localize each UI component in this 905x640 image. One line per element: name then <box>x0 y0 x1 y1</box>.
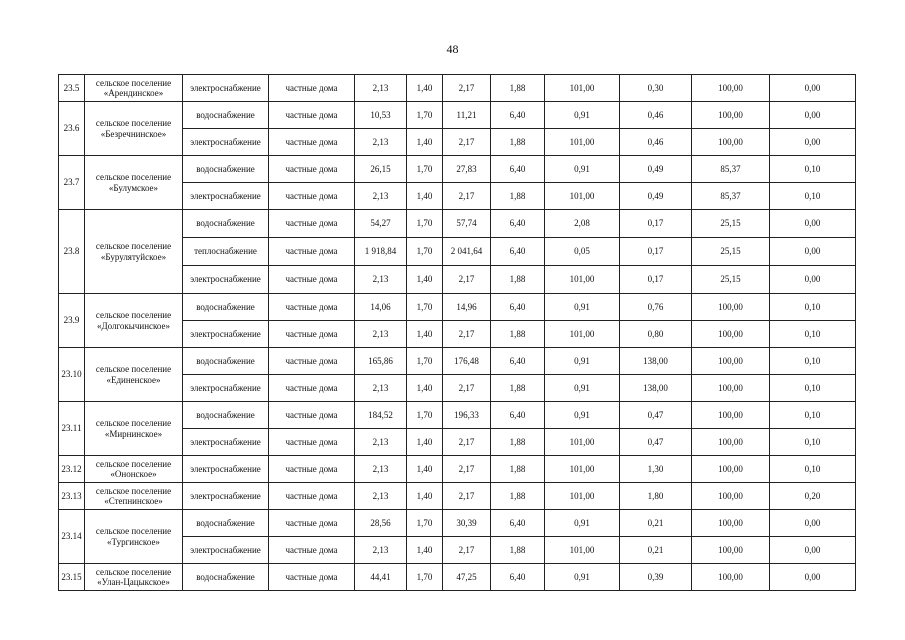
value-cell-2: 1,70 <box>407 348 443 375</box>
value-cell-7: 100,00 <box>692 537 770 564</box>
settlement-name-cell <box>85 510 183 564</box>
resource-type-cell: электроснабжение <box>183 483 269 510</box>
value-cell-3: 2,17 <box>443 183 491 210</box>
resource-type-cell: водоснабжение <box>183 294 269 321</box>
settlement-name-line2: «Бурулятуйское» <box>100 251 167 262</box>
value-cell-4: 1,88 <box>491 429 545 456</box>
housing-category-cell: частные дома <box>269 483 355 510</box>
row-number-cell: 23.5 <box>59 75 85 102</box>
table-row <box>59 75 856 102</box>
housing-category-cell: частные дома <box>269 266 355 294</box>
value-cell-2: 1,40 <box>407 429 443 456</box>
value-cell-1: 28,56 <box>355 510 407 537</box>
value-cell-1: 2,13 <box>355 429 407 456</box>
row-number-cell: 23.10 <box>59 348 85 402</box>
value-cell-1: 2,13 <box>355 321 407 348</box>
settlement-name-line2: «Мирнинское» <box>104 428 163 439</box>
value-cell-4: 6,40 <box>491 294 545 321</box>
value-cell-5: 101,00 <box>545 183 620 210</box>
value-cell-7: 85,37 <box>692 183 770 210</box>
value-cell-7: 100,00 <box>692 294 770 321</box>
table-row <box>59 348 856 375</box>
value-cell-4: 6,40 <box>491 564 545 591</box>
table-row <box>59 294 856 321</box>
value-cell-2: 1,40 <box>407 129 443 156</box>
value-cell-3: 176,48 <box>443 348 491 375</box>
value-cell-5: 101,00 <box>545 456 620 483</box>
table-row <box>59 402 856 429</box>
value-cell-6: 0,76 <box>620 294 692 321</box>
value-cell-4: 1,88 <box>491 537 545 564</box>
settlement-name-line1: сельское поселение <box>95 172 172 183</box>
housing-category-cell: частные дома <box>269 348 355 375</box>
settlement-name-line2: «Арендинское» <box>103 88 164 98</box>
value-cell-7: 25,15 <box>692 210 770 238</box>
value-cell-5: 101,00 <box>545 266 620 294</box>
value-cell-5: 0,91 <box>545 564 620 591</box>
settlement-name-line1: сельское поселение <box>95 485 172 496</box>
value-cell-6: 0,46 <box>620 102 692 129</box>
value-cell-5: 0,91 <box>545 402 620 429</box>
settlement-name-line2: «Улан-Цацыкское» <box>97 577 170 587</box>
value-cell-6: 0,49 <box>620 156 692 183</box>
value-cell-8: 0,10 <box>770 429 856 456</box>
value-cell-4: 1,88 <box>491 456 545 483</box>
value-cell-5: 0,91 <box>545 375 620 402</box>
value-cell-1: 14,06 <box>355 294 407 321</box>
value-cell-5: 0,91 <box>545 102 620 129</box>
settlement-name-cell <box>85 75 183 102</box>
value-cell-6: 0,17 <box>620 266 692 294</box>
value-cell-3: 2,17 <box>443 129 491 156</box>
value-cell-5: 0,05 <box>545 238 620 266</box>
value-cell-8: 0,00 <box>770 564 856 591</box>
housing-category-cell: частные дома <box>269 156 355 183</box>
value-cell-7: 100,00 <box>692 483 770 510</box>
value-cell-5: 0,91 <box>545 510 620 537</box>
value-cell-3: 2,17 <box>443 266 491 294</box>
value-cell-7: 100,00 <box>692 348 770 375</box>
value-cell-8: 0,00 <box>770 537 856 564</box>
resource-type-cell: водоснабжение <box>183 402 269 429</box>
table-body <box>59 75 856 591</box>
value-cell-2: 1,40 <box>407 75 443 102</box>
settlement-name-line1: сельское поселение <box>95 526 172 537</box>
value-cell-4: 6,40 <box>491 102 545 129</box>
value-cell-7: 100,00 <box>692 456 770 483</box>
resource-type-cell: электроснабжение <box>183 266 269 294</box>
value-cell-6: 138,00 <box>620 348 692 375</box>
settlement-name-line2: «Долгокычинское» <box>96 320 171 331</box>
value-cell-4: 1,88 <box>491 183 545 210</box>
resource-type-cell: водоснабжение <box>183 156 269 183</box>
table-row <box>59 564 856 591</box>
value-cell-6: 138,00 <box>620 375 692 402</box>
value-cell-8: 0,10 <box>770 402 856 429</box>
value-cell-7: 100,00 <box>692 129 770 156</box>
value-cell-8: 0,10 <box>770 348 856 375</box>
value-cell-5: 101,00 <box>545 75 620 102</box>
row-number-cell: 23.6 <box>59 102 85 156</box>
settlement-name-cell <box>85 402 183 456</box>
value-cell-3: 2,17 <box>443 429 491 456</box>
resource-type-cell: электроснабжение <box>183 429 269 456</box>
value-cell-1: 2,13 <box>355 75 407 102</box>
housing-category-cell: частные дома <box>269 429 355 456</box>
value-cell-3: 2,17 <box>443 537 491 564</box>
settlement-name-line1: сельское поселение <box>95 77 172 88</box>
value-cell-2: 1,40 <box>407 321 443 348</box>
row-number-cell: 23.15 <box>59 564 85 591</box>
resource-type-cell: электроснабжение <box>183 183 269 210</box>
value-cell-4: 1,88 <box>491 129 545 156</box>
value-cell-6: 1,80 <box>620 483 692 510</box>
value-cell-4: 6,40 <box>491 402 545 429</box>
row-number-cell: 23.12 <box>59 456 85 483</box>
value-cell-4: 6,40 <box>491 510 545 537</box>
value-cell-3: 14,96 <box>443 294 491 321</box>
settlement-name-line2: «Булумское» <box>108 182 159 193</box>
value-cell-2: 1,70 <box>407 510 443 537</box>
value-cell-1: 184,52 <box>355 402 407 429</box>
row-number-cell: 23.14 <box>59 510 85 564</box>
value-cell-5: 0,91 <box>545 294 620 321</box>
housing-category-cell: частные дома <box>269 238 355 266</box>
value-cell-1: 2,13 <box>355 456 407 483</box>
value-cell-6: 0,47 <box>620 402 692 429</box>
value-cell-2: 1,40 <box>407 537 443 564</box>
value-cell-4: 6,40 <box>491 238 545 266</box>
settlement-name-line2: «Единенское» <box>106 374 161 385</box>
value-cell-4: 6,40 <box>491 156 545 183</box>
row-number-cell: 23.11 <box>59 402 85 456</box>
settlement-name-line1: сельское поселение <box>95 458 172 469</box>
housing-category-cell: частные дома <box>269 564 355 591</box>
housing-category-cell: частные дома <box>269 510 355 537</box>
table-row <box>59 456 856 483</box>
value-cell-8: 0,00 <box>770 75 856 102</box>
value-cell-4: 6,40 <box>491 348 545 375</box>
value-cell-7: 100,00 <box>692 402 770 429</box>
value-cell-4: 6,40 <box>491 210 545 238</box>
value-cell-1: 54,27 <box>355 210 407 238</box>
value-cell-2: 1,70 <box>407 564 443 591</box>
housing-category-cell: частные дома <box>269 102 355 129</box>
value-cell-2: 1,40 <box>407 456 443 483</box>
value-cell-2: 1,40 <box>407 483 443 510</box>
resource-type-cell: электроснабжение <box>183 321 269 348</box>
value-cell-5: 101,00 <box>545 537 620 564</box>
table-row <box>59 102 856 129</box>
value-cell-4: 1,88 <box>491 375 545 402</box>
tariff-table <box>58 74 856 591</box>
value-cell-6: 0,49 <box>620 183 692 210</box>
resource-type-cell: электроснабжение <box>183 537 269 564</box>
row-number-cell: 23.13 <box>59 483 85 510</box>
settlement-name-line1: сельское поселение <box>95 310 172 321</box>
value-cell-1: 1 918,84 <box>355 238 407 266</box>
value-cell-8: 0,10 <box>770 321 856 348</box>
value-cell-3: 47,25 <box>443 564 491 591</box>
value-cell-8: 0,10 <box>770 456 856 483</box>
value-cell-3: 2 041,64 <box>443 238 491 266</box>
value-cell-6: 0,39 <box>620 564 692 591</box>
value-cell-7: 100,00 <box>692 321 770 348</box>
value-cell-2: 1,40 <box>407 183 443 210</box>
value-cell-5: 101,00 <box>545 321 620 348</box>
resource-type-cell: водоснабжение <box>183 102 269 129</box>
value-cell-3: 2,17 <box>443 75 491 102</box>
resource-type-cell: электроснабжение <box>183 75 269 102</box>
value-cell-7: 25,15 <box>692 266 770 294</box>
value-cell-1: 165,86 <box>355 348 407 375</box>
settlement-name-line2: «Ононское» <box>110 469 157 479</box>
value-cell-7: 100,00 <box>692 510 770 537</box>
value-cell-1: 2,13 <box>355 537 407 564</box>
value-cell-3: 57,74 <box>443 210 491 238</box>
value-cell-2: 1,70 <box>407 156 443 183</box>
value-cell-2: 1,70 <box>407 402 443 429</box>
row-number-cell: 23.7 <box>59 156 85 210</box>
value-cell-1: 44,41 <box>355 564 407 591</box>
value-cell-5: 2,08 <box>545 210 620 238</box>
value-cell-2: 1,70 <box>407 210 443 238</box>
value-cell-8: 0,20 <box>770 483 856 510</box>
resource-type-cell: электроснабжение <box>183 375 269 402</box>
value-cell-7: 100,00 <box>692 564 770 591</box>
value-cell-6: 0,21 <box>620 537 692 564</box>
value-cell-4: 1,88 <box>491 483 545 510</box>
value-cell-4: 1,88 <box>491 321 545 348</box>
settlement-name-cell <box>85 456 183 483</box>
value-cell-3: 30,39 <box>443 510 491 537</box>
value-cell-8: 0,10 <box>770 183 856 210</box>
housing-category-cell: частные дома <box>269 294 355 321</box>
value-cell-5: 0,91 <box>545 156 620 183</box>
value-cell-8: 0,10 <box>770 375 856 402</box>
value-cell-3: 196,33 <box>443 402 491 429</box>
value-cell-8: 0,10 <box>770 156 856 183</box>
settlement-name-cell <box>85 294 183 348</box>
row-number-cell: 23.9 <box>59 294 85 348</box>
value-cell-3: 11,21 <box>443 102 491 129</box>
table-row <box>59 483 856 510</box>
resource-type-cell: электроснабжение <box>183 129 269 156</box>
value-cell-8: 0,10 <box>770 294 856 321</box>
value-cell-6: 0,47 <box>620 429 692 456</box>
value-cell-6: 0,17 <box>620 238 692 266</box>
value-cell-7: 85,37 <box>692 156 770 183</box>
resource-type-cell: водоснабжение <box>183 510 269 537</box>
settlement-name-line2: «Безречнинское» <box>100 128 167 139</box>
value-cell-2: 1,70 <box>407 294 443 321</box>
settlement-name-line2: «Тургинское» <box>107 536 160 547</box>
housing-category-cell: частные дома <box>269 129 355 156</box>
settlement-name-cell <box>85 102 183 156</box>
table-row <box>59 210 856 238</box>
value-cell-7: 100,00 <box>692 75 770 102</box>
resource-type-cell: теплоснабжение <box>183 238 269 266</box>
value-cell-8: 0,00 <box>770 102 856 129</box>
value-cell-1: 2,13 <box>355 266 407 294</box>
value-cell-7: 100,00 <box>692 375 770 402</box>
settlement-name-cell <box>85 348 183 402</box>
table-row <box>59 510 856 537</box>
value-cell-5: 101,00 <box>545 129 620 156</box>
value-cell-8: 0,00 <box>770 266 856 294</box>
value-cell-5: 101,00 <box>545 429 620 456</box>
value-cell-5: 101,00 <box>545 483 620 510</box>
row-number-cell: 23.8 <box>59 210 85 294</box>
table-row <box>59 156 856 183</box>
resource-type-cell: электроснабжение <box>183 456 269 483</box>
value-cell-1: 2,13 <box>355 375 407 402</box>
value-cell-7: 25,15 <box>692 238 770 266</box>
settlement-name-line1: сельское поселение <box>95 118 172 129</box>
value-cell-2: 1,40 <box>407 266 443 294</box>
value-cell-6: 0,21 <box>620 510 692 537</box>
value-cell-3: 27,83 <box>443 156 491 183</box>
value-cell-1: 2,13 <box>355 129 407 156</box>
value-cell-6: 0,17 <box>620 210 692 238</box>
value-cell-6: 0,80 <box>620 321 692 348</box>
value-cell-3: 2,17 <box>443 456 491 483</box>
housing-category-cell: частные дома <box>269 537 355 564</box>
housing-category-cell: частные дома <box>269 456 355 483</box>
value-cell-3: 2,17 <box>443 321 491 348</box>
settlement-name-cell <box>85 564 183 591</box>
value-cell-4: 1,88 <box>491 75 545 102</box>
value-cell-1: 10,53 <box>355 102 407 129</box>
settlement-name-line2: «Степнинское» <box>104 496 163 506</box>
housing-category-cell: частные дома <box>269 375 355 402</box>
settlement-name-line1: сельское поселение <box>95 364 172 375</box>
resource-type-cell: водоснабжение <box>183 210 269 238</box>
value-cell-8: 0,00 <box>770 210 856 238</box>
value-cell-2: 1,70 <box>407 102 443 129</box>
value-cell-5: 0,91 <box>545 348 620 375</box>
resource-type-cell: водоснабжение <box>183 348 269 375</box>
page-number: 48 <box>446 42 459 56</box>
settlement-name-line1: сельское поселение <box>95 566 172 577</box>
value-cell-3: 2,17 <box>443 375 491 402</box>
value-cell-1: 26,15 <box>355 156 407 183</box>
value-cell-8: 0,00 <box>770 238 856 266</box>
value-cell-6: 1,30 <box>620 456 692 483</box>
value-cell-2: 1,70 <box>407 238 443 266</box>
value-cell-6: 0,46 <box>620 129 692 156</box>
value-cell-4: 1,88 <box>491 266 545 294</box>
housing-category-cell: частные дома <box>269 183 355 210</box>
settlement-name-line1: сельское поселение <box>95 241 172 252</box>
settlement-name-cell <box>85 156 183 210</box>
value-cell-6: 0,30 <box>620 75 692 102</box>
value-cell-7: 100,00 <box>692 102 770 129</box>
settlement-name-cell <box>85 483 183 510</box>
housing-category-cell: частные дома <box>269 210 355 238</box>
value-cell-1: 2,13 <box>355 183 407 210</box>
value-cell-1: 2,13 <box>355 483 407 510</box>
housing-category-cell: частные дома <box>269 402 355 429</box>
resource-type-cell: водоснабжение <box>183 564 269 591</box>
value-cell-7: 100,00 <box>692 429 770 456</box>
housing-category-cell: частные дома <box>269 321 355 348</box>
value-cell-3: 2,17 <box>443 483 491 510</box>
settlement-name-cell <box>85 210 183 294</box>
value-cell-8: 0,00 <box>770 129 856 156</box>
value-cell-2: 1,40 <box>407 375 443 402</box>
value-cell-8: 0,00 <box>770 510 856 537</box>
settlement-name-line1: сельское поселение <box>95 418 172 429</box>
housing-category-cell: частные дома <box>269 75 355 102</box>
